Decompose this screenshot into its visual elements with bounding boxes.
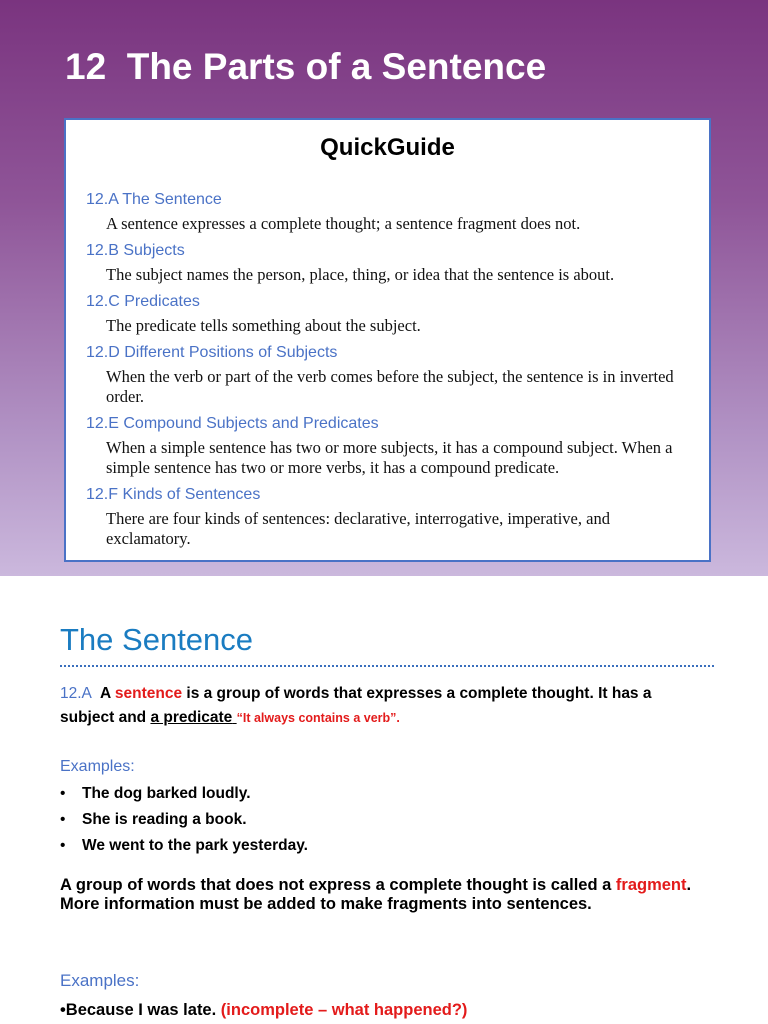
definition-number: 12.A [60,685,92,702]
example-item: • She is reading a book. [60,810,308,836]
definition-article: A [99,685,111,702]
quickguide-heading[interactable]: 12.B Subjects [86,242,185,259]
quickguide-item [86,241,691,285]
examples-list [60,784,308,862]
definition-predicate: a predicate [150,709,233,726]
section-divider [60,665,714,667]
definition-term: sentence [114,685,183,702]
example-item: • The dog barked loudly. [60,784,308,810]
examples-label: Examples: [60,758,135,775]
quickguide-heading[interactable]: 12.F Kinds of Sentences [86,486,261,503]
quickguide-heading[interactable]: 12.D Different Positions of Subjects [86,344,338,361]
sentence-definition [60,682,700,730]
quickguide-description: There are four kinds of sentences: declarative, interrogative, imperative, and exclamatory. [106,509,610,548]
fragment-text-after: . More information must be added to make fragments into sentences. [60,876,692,913]
example-item: • We went to the park yesterday. [60,836,308,862]
quickguide-heading[interactable]: 12.E Compound Subjects and Predicates [86,415,379,432]
quickguide-title: QuickGuide [320,134,455,161]
quickguide-item [86,190,691,234]
quickguide-item [86,343,691,407]
quickguide-description: The subject names the person, place, thing, or idea that the sentence is about. [106,265,615,284]
fragment-example-text: •Because I was late. [60,1001,217,1019]
section-title: The Sentence [60,622,254,657]
examples-label: Examples: [60,971,140,990]
quickguide-description: A sentence expresses a complete thought; a sentence fragment does not. [106,214,581,233]
quickguide-description: When a simple sentence has two or more subjects, it has a compound subject. When a simple sentence has two or more verbs, it has a compound predicate. [106,438,673,477]
quickguide-box [64,118,711,562]
quickguide-description: When the verb or part of the verb comes before the subject, the sentence is in inverted order. [106,367,674,406]
fragment-example-note: (incomplete – what happened?) [220,1001,468,1019]
page-title: 12 The Parts of a Sentence [65,46,547,87]
definition-text: is a group of words that expresses a complete thought. It has a subject and [60,685,652,726]
quickguide-heading[interactable]: 12.C Predicates [86,293,200,310]
quickguide-item [86,292,691,336]
fragment-term: fragment [615,876,687,894]
quickguide-description: The predicate tells something about the subject. [106,316,421,335]
fragment-paragraph [60,876,700,914]
quickguide-item [86,485,691,549]
quickguide-heading[interactable]: 12.A The Sentence [86,191,222,208]
quickguide-list [86,190,691,556]
definition-quote: “It always contains a verb”. [236,711,400,725]
quickguide-item [86,414,691,478]
fragment-text-before: A group of words that does not express a complete thought is called a [60,876,612,894]
fragment-example [60,1000,467,1020]
